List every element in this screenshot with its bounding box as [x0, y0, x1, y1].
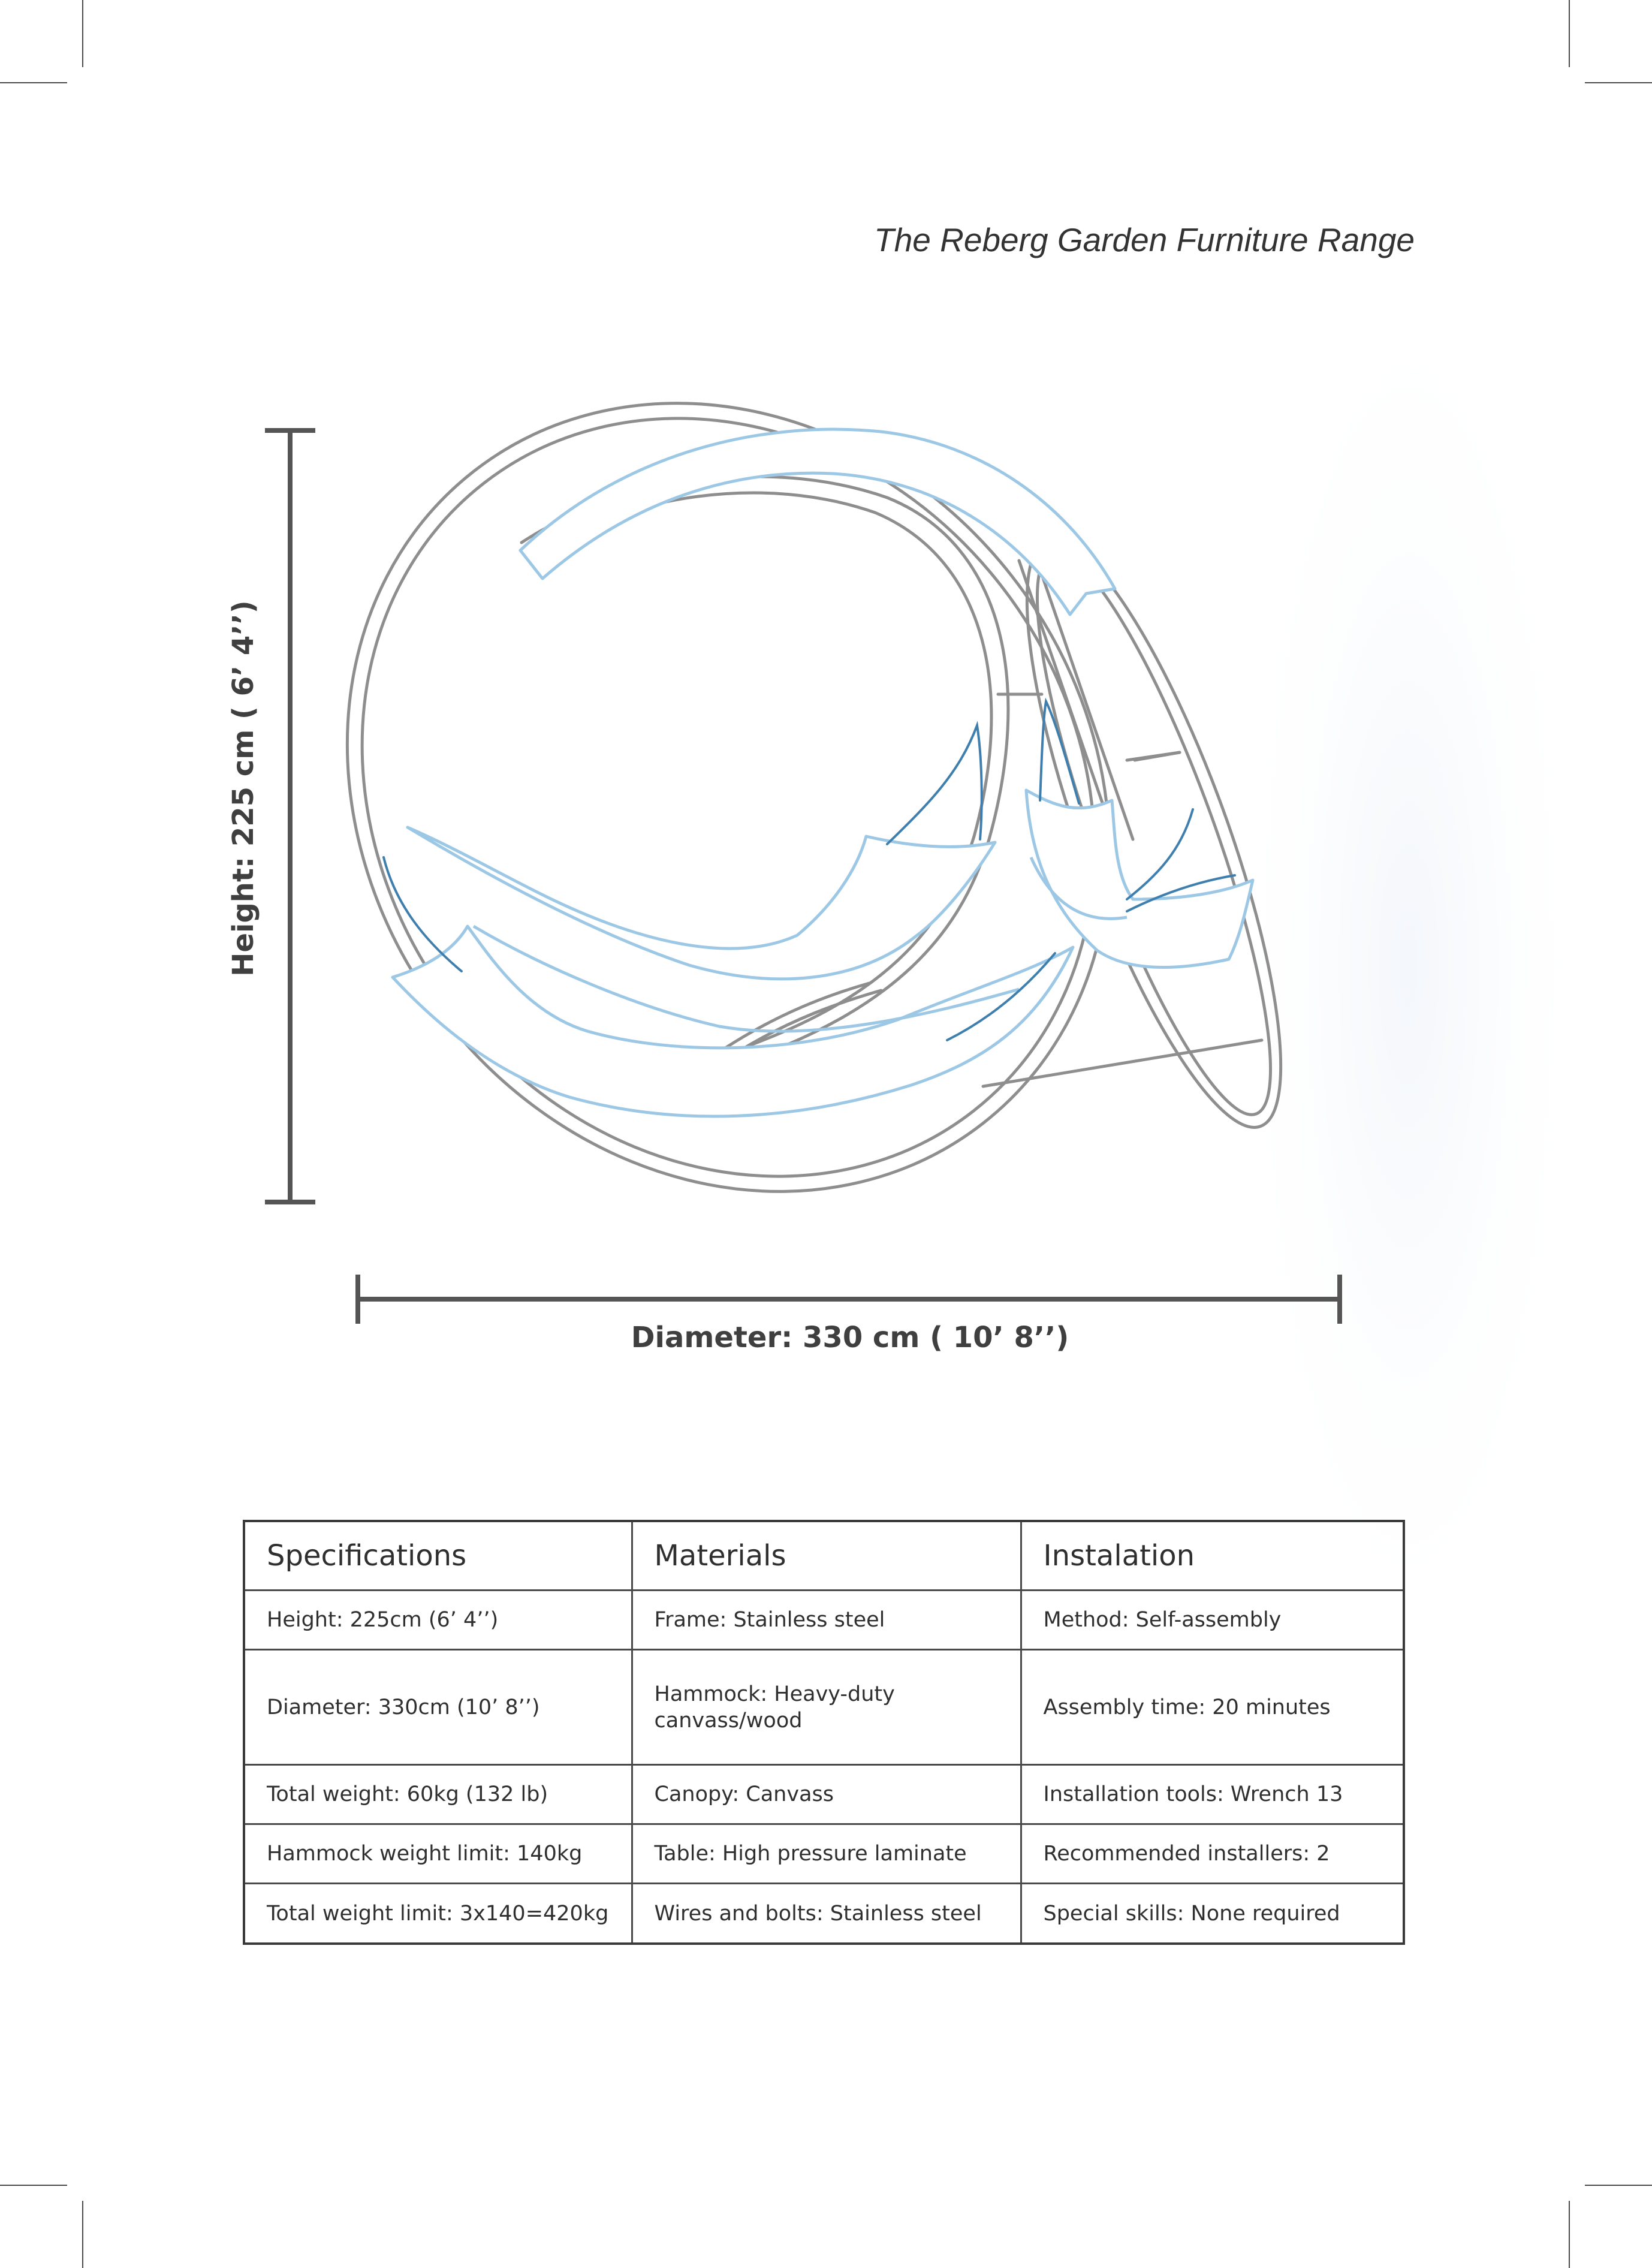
swing-frame [190, 250, 1329, 1345]
spec-table [243, 1520, 1405, 1945]
diameter-dimension-label: Diameter: 330 cm ( 10’ 8’’) [631, 1321, 1069, 1354]
table-cell: Recommended installers: 2 [1021, 1824, 1404, 1884]
diameter-dimension-bar [358, 1277, 1340, 1321]
table-row [244, 1884, 1404, 1944]
table-cell: Installation tools: Wrench 13 [1021, 1765, 1404, 1824]
header-materials: Materials [632, 1521, 1021, 1591]
table-cell: Special skills: None required [1021, 1884, 1404, 1944]
table-row [244, 1824, 1404, 1884]
table-row [244, 1591, 1404, 1650]
table-cell: Method: Self-assembly [1021, 1591, 1404, 1650]
table-row [244, 1650, 1404, 1765]
table-cell: Frame: Stainless steel [632, 1591, 1021, 1650]
table-header-row [244, 1521, 1404, 1591]
table-cell: Wires and bolts: Stainless steel [632, 1884, 1021, 1944]
header-instalation: Instalation [1021, 1521, 1404, 1591]
table-cell: Total weight: 60kg (132 lb) [244, 1765, 632, 1824]
page-title: The Reberg Garden Furniture Range [874, 221, 1415, 258]
table-cell: Assembly time: 20 minutes [1021, 1650, 1404, 1765]
table-cell: Height: 225cm (6’ 4’’) [244, 1591, 632, 1650]
table-cell: Diameter: 330cm (10’ 8’’) [244, 1650, 632, 1765]
table-cell: Canopy: Canvass [632, 1765, 1021, 1824]
table-cell: Table: High pressure laminate [632, 1824, 1021, 1884]
height-dimension-label: Height: 225 cm ( 6’ 4’’) [227, 600, 260, 977]
table-cell: Total weight limit: 3x140=420kg [244, 1884, 632, 1944]
height-dimension-bar [267, 430, 313, 1202]
table-cell: Hammock weight limit: 140kg [244, 1824, 632, 1884]
header-specifications: Specifications [244, 1521, 632, 1591]
table-row [244, 1765, 1404, 1824]
table-cell: Hammock: Heavy-duty canvass/wood [632, 1650, 1021, 1765]
